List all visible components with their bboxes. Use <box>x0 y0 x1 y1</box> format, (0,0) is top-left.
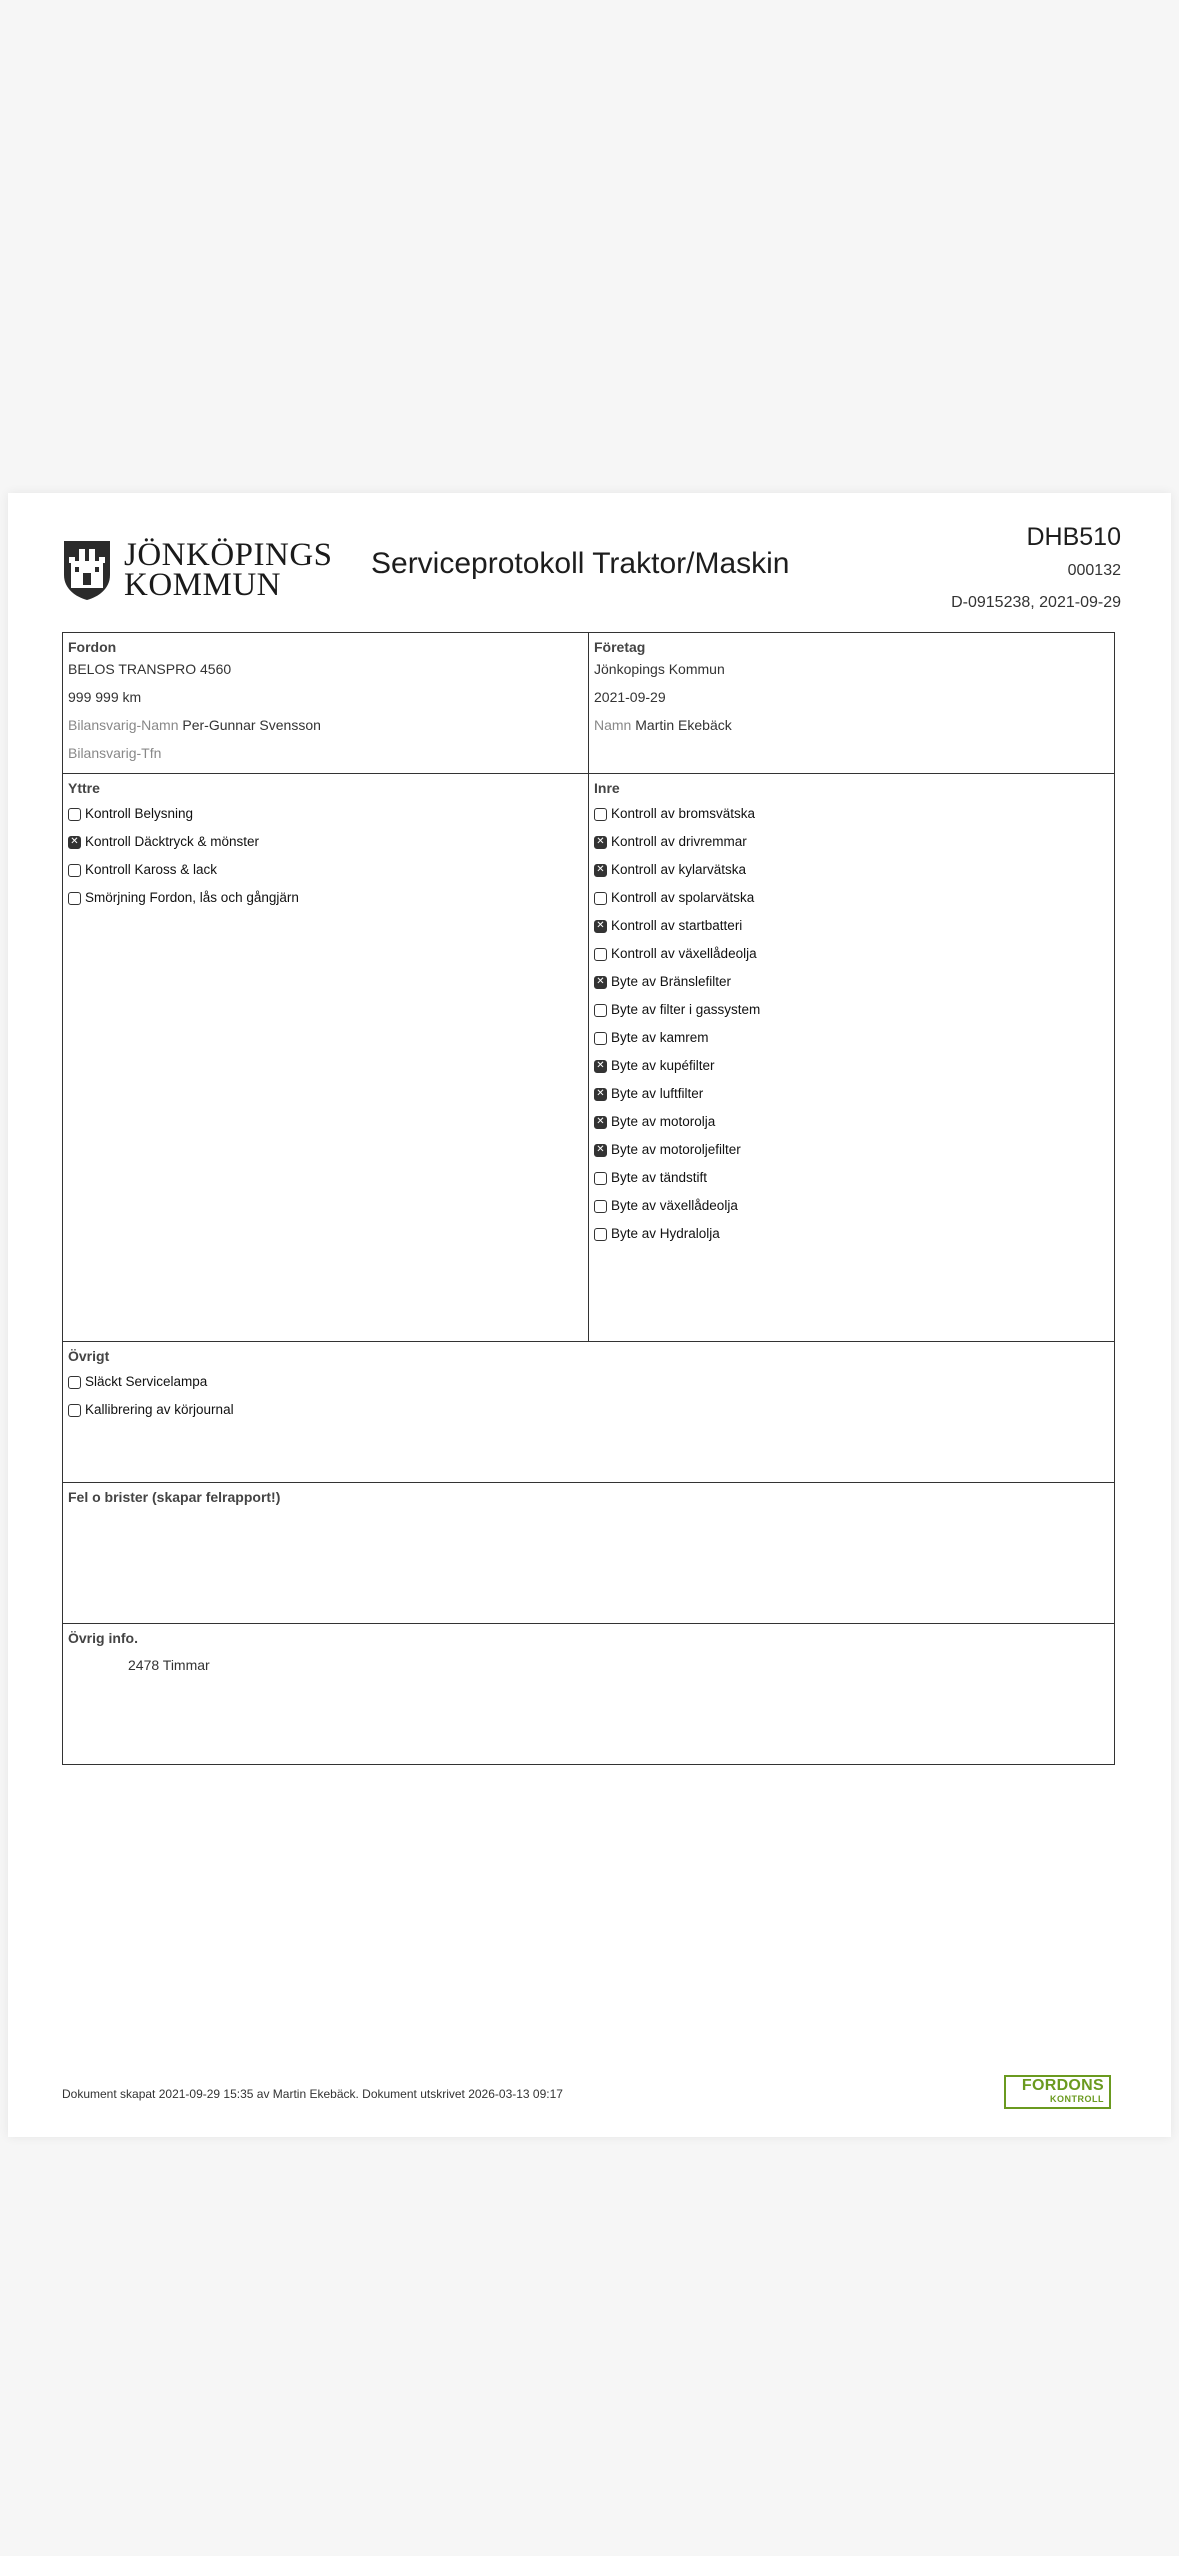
checkbox-checked-icon[interactable]: ✕ <box>594 1060 607 1073</box>
inre-checkbox-item[interactable] <box>594 1197 1109 1215</box>
responsible-name-line <box>68 716 583 734</box>
inre-checkbox-label: Byte av växellådeolja <box>611 1198 738 1213</box>
checkbox-unchecked-icon[interactable] <box>594 1032 607 1045</box>
checkbox-unchecked-icon[interactable] <box>594 948 607 961</box>
inre-checkbox-item[interactable] <box>594 945 1109 963</box>
checkbox-unchecked-icon[interactable] <box>68 808 81 821</box>
vehicle-odometer: 999 999 km <box>68 689 142 705</box>
inre-checklist <box>594 805 1109 1243</box>
yttre-section <box>63 774 588 1341</box>
fordon-section <box>63 633 588 773</box>
badge-line-1: FORDONS <box>1021 2077 1104 2094</box>
checkbox-unchecked-icon[interactable] <box>594 1172 607 1185</box>
ovrigt-checkbox-item[interactable] <box>68 1401 1109 1419</box>
technician-label: Namn <box>594 717 632 733</box>
ovrig-info-row <box>63 1624 1114 1764</box>
inre-checkbox-label: Byte av motoroljefilter <box>611 1142 741 1157</box>
inre-checkbox-label: Byte av Bränslefilter <box>611 974 732 989</box>
inre-checkbox-item[interactable] <box>594 1057 1109 1075</box>
ovrigt-section <box>63 1342 1114 1482</box>
checkbox-checked-icon[interactable]: ✕ <box>594 836 607 849</box>
service-form <box>62 632 1115 1765</box>
checkbox-unchecked-icon[interactable] <box>594 1228 607 1241</box>
inre-checkbox-item[interactable] <box>594 1225 1109 1243</box>
inre-checkbox-item[interactable] <box>594 917 1109 935</box>
inre-checkbox-label: Byte av motorolja <box>611 1114 716 1129</box>
responsible-name: Per-Gunnar Svensson <box>182 717 321 733</box>
checkbox-checked-icon[interactable]: ✕ <box>594 1116 607 1129</box>
technician-name: Martin Ekebäck <box>635 717 732 733</box>
logo-line-1: JÖNKÖPINGS <box>124 537 333 573</box>
checkbox-checked-icon[interactable]: ✕ <box>594 976 607 989</box>
checks-row <box>63 774 1114 1342</box>
inre-checkbox-item[interactable] <box>594 1113 1109 1131</box>
ovrigt-checkbox-item[interactable] <box>68 1373 1109 1391</box>
ovrig-info-title: Övrig info. <box>68 1630 138 1646</box>
ovrigt-checklist <box>68 1373 1109 1419</box>
ovrigt-row <box>63 1342 1114 1483</box>
yttre-checkbox-item[interactable] <box>68 889 583 907</box>
inre-checkbox-item[interactable] <box>594 1169 1109 1187</box>
checkbox-unchecked-icon[interactable] <box>68 892 81 905</box>
yttre-checklist <box>68 805 583 907</box>
inre-section <box>588 774 1114 1341</box>
ovrigt-title: Övrigt <box>68 1348 110 1364</box>
checkbox-checked-icon[interactable]: ✕ <box>594 864 607 877</box>
inre-checkbox-item[interactable] <box>594 1001 1109 1019</box>
inre-checkbox-label: Kontroll av drivremmar <box>611 834 747 849</box>
inre-checkbox-item[interactable] <box>594 833 1109 851</box>
checkbox-unchecked-icon[interactable] <box>68 1404 81 1417</box>
responsible-phone-label: Bilansvarig-Tfn <box>68 745 162 761</box>
inre-checkbox-item[interactable] <box>594 1085 1109 1103</box>
fel-section <box>63 1483 1114 1623</box>
document-id: D-0915238, 2021-09-29 <box>951 594 1121 611</box>
yttre-checkbox-item[interactable] <box>68 833 583 851</box>
inre-checkbox-label: Kontroll av växellådeolja <box>611 946 757 961</box>
inre-checkbox-item[interactable] <box>594 973 1109 991</box>
foretag-title: Företag <box>594 639 646 655</box>
protocol-number: 000132 <box>1067 562 1121 579</box>
foretag-section <box>588 633 1114 773</box>
jonkoping-crest-icon <box>62 539 112 601</box>
inre-checkbox-item[interactable] <box>594 861 1109 879</box>
inre-checkbox-item[interactable] <box>594 889 1109 907</box>
inre-checkbox-item[interactable] <box>594 1029 1109 1047</box>
inre-checkbox-label: Byte av luftfilter <box>611 1086 704 1101</box>
logo-line-2: KOMMUN <box>124 567 282 603</box>
checkbox-unchecked-icon[interactable] <box>68 1376 81 1389</box>
badge-line-2: KONTROLL <box>1050 2094 1104 2104</box>
checkbox-unchecked-icon[interactable] <box>594 808 607 821</box>
yttre-title: Yttre <box>68 780 100 796</box>
responsible-name-label: Bilansvarig-Namn <box>68 717 179 733</box>
checkbox-unchecked-icon[interactable] <box>594 1200 607 1213</box>
checkbox-unchecked-icon[interactable] <box>594 1004 607 1017</box>
inre-checkbox-label: Byte av filter i gassystem <box>611 1002 761 1017</box>
footer-text: Dokument skapat 2021-09-29 15:35 av Martin Ekebäck. Dokument utskrivet 2026-03-13 09:17 <box>62 2087 563 2101</box>
yttre-checkbox-label: Kontroll Belysning <box>85 806 194 821</box>
ovrigt-checkbox-label: Släckt Servicelampa <box>85 1374 208 1389</box>
inre-checkbox-label: Byte av kupéfilter <box>611 1058 715 1073</box>
inre-checkbox-item[interactable] <box>594 1141 1109 1159</box>
inre-checkbox-label: Kontroll av startbatteri <box>611 918 743 933</box>
yttre-checkbox-item[interactable] <box>68 805 583 823</box>
ovrigt-checkbox-label: Kallibrering av körjournal <box>85 1402 234 1417</box>
checkbox-checked-icon[interactable]: ✕ <box>594 1144 607 1157</box>
document-meta <box>951 523 1121 612</box>
checkbox-checked-icon[interactable]: ✕ <box>594 1088 607 1101</box>
inre-checkbox-label: Kontroll av kylarvätska <box>611 862 747 877</box>
inre-checkbox-label: Kontroll av spolarvätska <box>611 890 755 905</box>
registration-number: DHB510 <box>1026 523 1121 551</box>
document-title: Serviceprotokoll Traktor/Maskin <box>371 547 790 580</box>
inre-checkbox-item[interactable] <box>594 805 1109 823</box>
ovrig-info-text: 2478 Timmar <box>128 1657 210 1673</box>
technician-line <box>594 716 1109 734</box>
yttre-checkbox-item[interactable] <box>68 861 583 879</box>
checkbox-unchecked-icon[interactable] <box>594 892 607 905</box>
inre-checkbox-label: Byte av tändstift <box>611 1170 708 1185</box>
service-date: 2021-09-29 <box>594 689 666 705</box>
checkbox-checked-icon[interactable]: ✕ <box>68 836 81 849</box>
yttre-checkbox-label: Smörjning Fordon, lås och gångjärn <box>85 890 299 905</box>
inre-checkbox-label: Byte av kamrem <box>611 1030 709 1045</box>
fordonskontroll-logo <box>1004 2075 1111 2109</box>
vehicle-model: BELOS TRANSPRO 4560 <box>68 661 232 677</box>
company-name: Jönkopings Kommun <box>594 661 725 677</box>
info-row <box>63 633 1114 774</box>
inre-checkbox-label: Kontroll av bromsvätska <box>611 806 756 821</box>
document-page <box>8 493 1171 2137</box>
municipality-logo <box>62 535 352 605</box>
inre-checkbox-label: Byte av Hydralolja <box>611 1226 720 1241</box>
fordon-title: Fordon <box>68 639 117 655</box>
inre-title: Inre <box>594 780 620 796</box>
ovrig-info-section <box>63 1624 1114 1764</box>
yttre-checkbox-label: Kontroll Däcktryck & mönster <box>85 834 260 849</box>
checkbox-unchecked-icon[interactable] <box>68 864 81 877</box>
fel-title: Fel o brister (skapar felrapport!) <box>68 1489 281 1505</box>
checkbox-checked-icon[interactable]: ✕ <box>594 920 607 933</box>
yttre-checkbox-label: Kontroll Kaross & lack <box>85 862 218 877</box>
fel-row <box>63 1483 1114 1624</box>
